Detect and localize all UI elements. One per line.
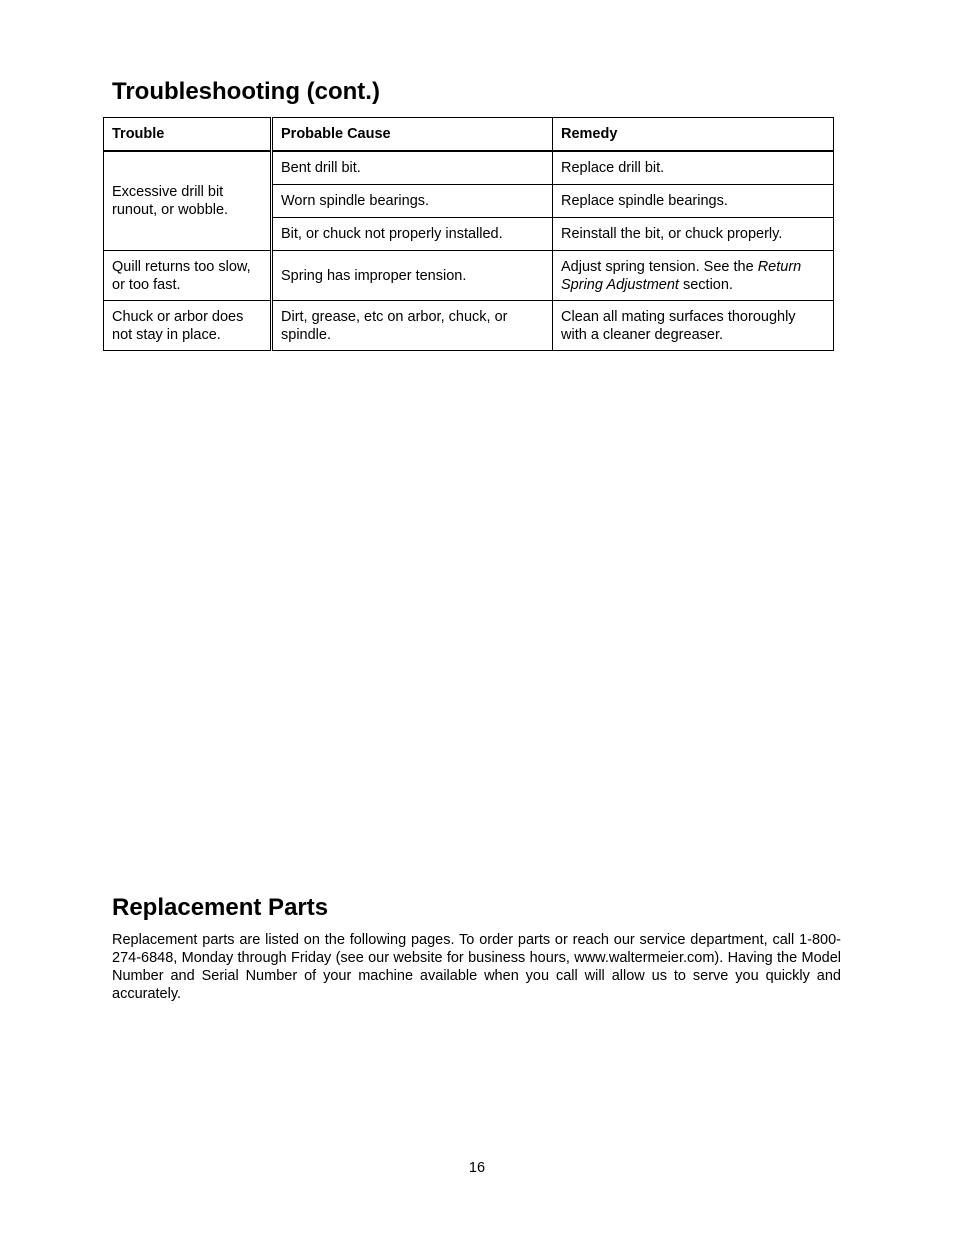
table-row — [104, 151, 834, 185]
table-header-row — [104, 118, 834, 152]
table-row — [104, 301, 834, 351]
cause-cell: Worn spindle bearings. — [272, 185, 553, 218]
column-header-probable-cause: Probable Cause — [272, 118, 553, 152]
remedy-text: section. — [678, 276, 733, 293]
column-header-trouble: Trouble — [104, 118, 272, 152]
troubleshooting-table — [103, 117, 834, 351]
remedy-cell: Clean all mating surfaces thoroughly with a cleaner degreaser. — [553, 301, 834, 351]
cause-cell: Spring has improper tension. — [272, 251, 553, 301]
replacement-parts-heading: Replacement Parts — [112, 894, 329, 921]
cause-cell: Dirt, grease, etc on arbor, chuck, or spindle. — [272, 301, 553, 351]
troubleshooting-heading: Troubleshooting (cont.) — [112, 78, 380, 105]
page-number: 16 — [468, 1160, 486, 1176]
column-header-remedy: Remedy — [553, 118, 834, 152]
cause-cell: Bent drill bit. — [272, 151, 553, 185]
section-reference: Return Spring Adjustment — [561, 258, 802, 293]
trouble-cell: Chuck or arbor does not stay in place. — [104, 301, 272, 351]
remedy-cell: Replace spindle bearings. — [553, 185, 834, 218]
remedy-cell: Replace drill bit. — [553, 151, 834, 185]
table-row — [104, 251, 834, 301]
remedy-cell — [553, 251, 834, 301]
trouble-cell: Excessive drill bit runout, or wobble. — [104, 151, 272, 251]
replacement-parts-paragraph: Replacement parts are listed on the following pages. To order parts or reach our service department, call 1-800-274-6848, Monday through Friday (see our website for business hours, www.waltermeier.com). Having the Model Number and Serial Number of your machine available when you call will allow us to serve you quickly and accurately. — [112, 932, 841, 1002]
cause-cell: Bit, or chuck not properly installed. — [272, 218, 553, 251]
remedy-text: Adjust spring tension. See the — [561, 258, 758, 275]
remedy-cell: Reinstall the bit, or chuck properly. — [553, 218, 834, 251]
trouble-cell: Quill returns too slow, or too fast. — [104, 251, 272, 301]
